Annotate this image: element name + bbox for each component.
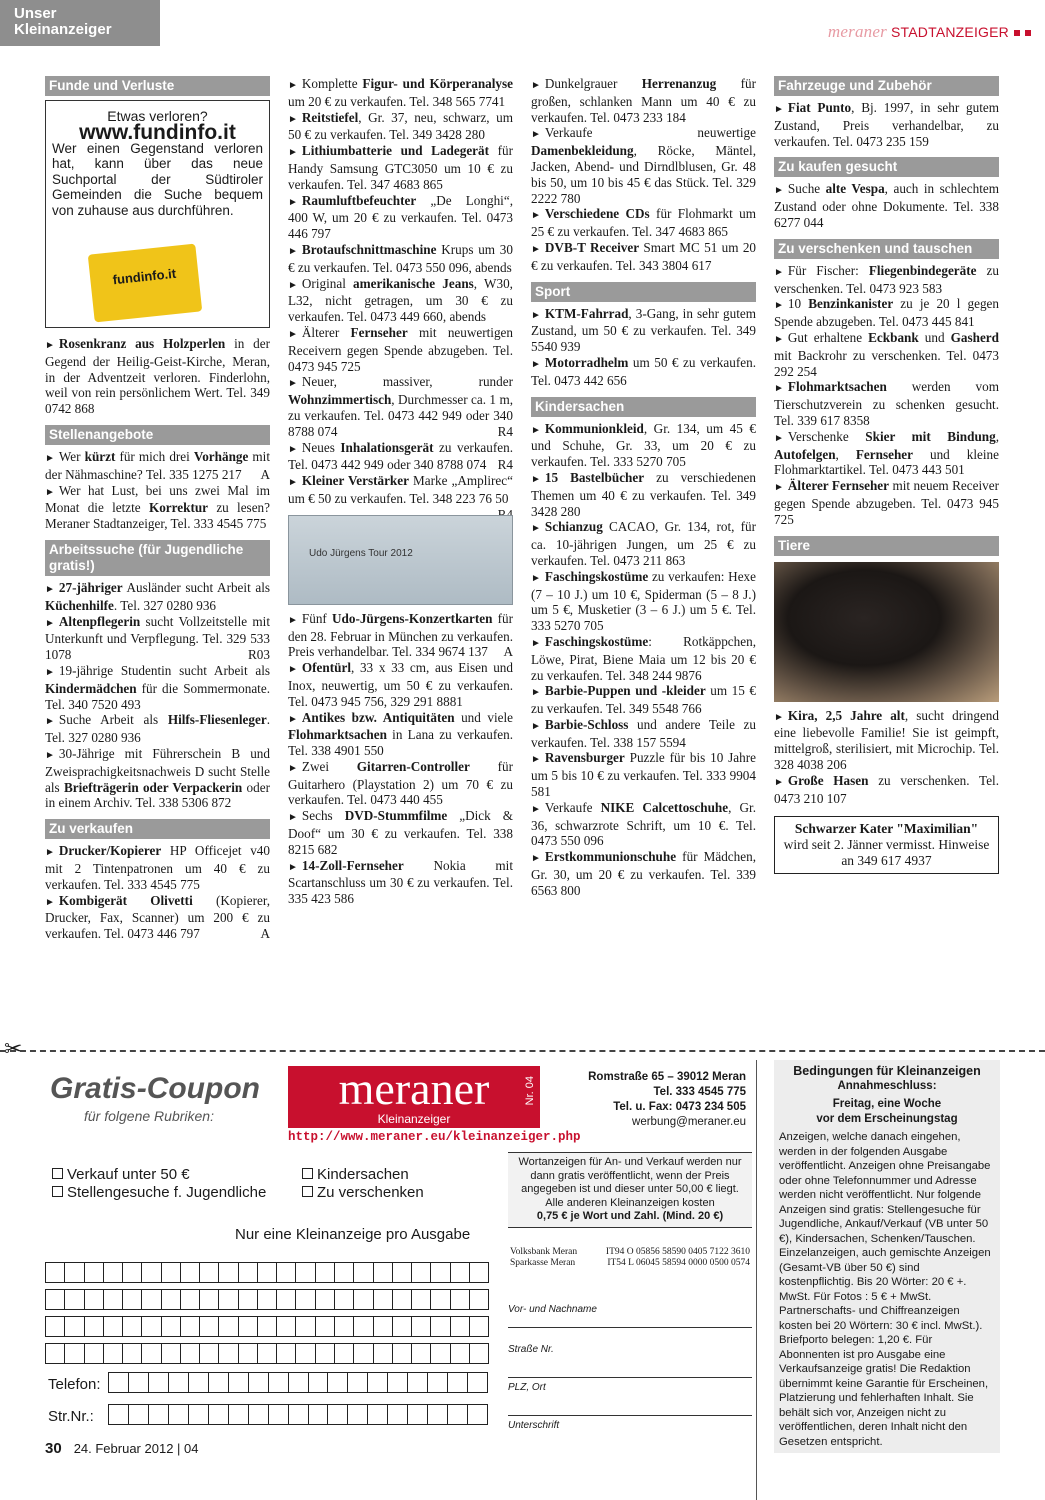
option-kindersachen[interactable]: Kindersachen	[302, 1166, 424, 1184]
list-item: ► Verschiedene CDs für Flohmarkt um 25 € zu verkaufen. Tel. 347 4683 865	[531, 206, 756, 240]
list-item: ► DVB-T Receiver Smart MC 51 um 20 € zu verkaufen. Tel. 343 3804 617	[531, 239, 757, 273]
option-verschenken[interactable]: Zu verschenken	[302, 1184, 424, 1202]
list-item: ► Kleiner Verstärker Marke „Amplirec“ um € 50 zu verkaufen. Tel. 348 223 76 50	[288, 473, 513, 506]
issue-date: 24. Februar 2012 | 04	[73, 1441, 199, 1456]
list-item: ► 19-jährige Studentin sucht Arbeit als Kindermädchen für die Sommermonate. Tel. 340 7520 493	[45, 662, 270, 712]
checkbox[interactable]	[302, 1168, 313, 1179]
telefon-label: Telefon:	[48, 1376, 101, 1393]
meraner-logo	[288, 1063, 540, 1128]
heading-sport: Sport	[531, 282, 756, 302]
one-ad-note: Nur eine Kleinanzeige pro Ausgabe	[235, 1226, 471, 1243]
cut-line	[0, 1050, 1045, 1052]
heading-verkaufen: Zu verkaufen	[45, 819, 270, 839]
section-corner-label	[0, 0, 160, 46]
heading-zu-kaufen: Zu kaufen gesucht	[774, 157, 999, 177]
list-item: ► Kombigerät Olivetti (Kopierer, Drucker, Fax, Scanner) um 200 € zu verkaufen. Tel. 0473 446 797 A	[45, 892, 270, 942]
street-field[interactable]: Straße Nr.	[508, 1344, 752, 1378]
logo-text: meraner	[338, 1063, 490, 1114]
list-item: ► Altenpflegerin sucht Vollzeitstelle mit Unterkunft und Verpflegung. Tel. 329 533 1078 R03	[45, 613, 270, 663]
column-4	[774, 76, 999, 874]
heading-verschenken: Zu verschenken und tauschen	[774, 239, 999, 259]
coupon-title: Gratis-Coupon	[50, 1072, 260, 1105]
list-item: ► Älterer Fernseher mit neuwertigen Receivern gegen Spende abzugeben. Tel. 0473 945 725	[288, 324, 514, 374]
bank-details: Volksbank Meran IT94 O 05856 58590 0405 7122 3610 Sparkasse Meran IT54 L 06045 58594 0000 0500 0574	[510, 1247, 750, 1268]
list-item: ► Ravensburger Puzzle für bis 10 Jahre um 5 bis 10 € zu verkaufen. Tel. 333 9904 581	[531, 750, 756, 800]
masthead-brand: meraner	[827, 22, 887, 41]
divider	[756, 1060, 757, 1500]
name-field[interactable]: Vor- und Nachname	[508, 1304, 752, 1328]
ad-url: www.fundinfo.it	[79, 120, 236, 144]
list-item: ► Raumluftbefeuchter „De Longhi“, 400 W, um 20 € zu verkaufen. Tel. 0473 446 797	[288, 192, 513, 242]
list-item: ► 10 Benzinkanister zu je 20 l gegen Spende abzugeben. Tel. 0473 445 841	[774, 296, 1000, 330]
list-item: ► Fiat Punto, Bj. 1997, in sehr gutem Zustand, Preis verhandelbar, zu verkaufen. Tel. 0473 235 159	[774, 100, 999, 149]
list-item: ► Verkaufe NIKE Calcettoschuhe, Gr. 36, schwarzrote Schrift, um 10 €. Tel. 0473 550 096	[531, 799, 757, 849]
list-item: ► Komplette Figur- und Körperanalyse um 20 € zu verkaufen. Tel. 348 565 7741	[288, 76, 514, 109]
list-item: ► Barbie-Schloss und andere Teile zu verkaufen. Tel. 338 157 5594	[531, 716, 756, 750]
list-item: ► Schianzug CACAO, Gr. 134, rot, für ca. 10-jährigen Jungen, um 25 € zu verkaufen. Tel. 0473 211 863	[531, 519, 756, 568]
signature-field[interactable]: Unterschrift	[508, 1420, 560, 1431]
list-item: ► Zwei Gitarren-Controller für Guitarhero (Playstation 2) um 70 € zu verkaufen. Tel. 0473 440 455	[288, 758, 513, 808]
pricing-conditions: Wortanzeigen für An- und Verkauf werden nur dann gratis veröffentlicht, wenn der Preis angegeben ist und dieser unter 50,00 € liegt. Alle anderen Kleinanzeigen kosten 0,75 € je Wort und Zahl. (Mind. 20 €)	[508, 1152, 752, 1228]
list-item: ► Barbie-Puppen und -kleider um 15 € zu verkaufen. Tel. 349 5548 766	[531, 683, 756, 717]
page-footer	[45, 1440, 198, 1457]
list-item: ► Erstkommunionschuhe für Mädchen, Gr. 30, um 20 € zu verkaufen. Tel. 339 6563 800	[531, 849, 756, 898]
list-item: ► Original amerikanische Jeans, W30, L32, nicht getragen, um 30 € zu verkaufen. Tel. 0473 449 660, abends	[288, 275, 513, 325]
fundinfo-card-image: fundinfo.it	[88, 244, 203, 323]
grid-row[interactable]	[45, 1343, 489, 1364]
grid-row[interactable]	[45, 1316, 489, 1337]
grid-row[interactable]	[45, 1262, 489, 1283]
masthead	[828, 22, 1031, 42]
list-item: ► Motorradhelm um 50 € zu verkaufen. Tel. 0473 442 656	[531, 354, 756, 388]
scissors-icon: ✂	[4, 1036, 23, 1061]
ad-line1: Etwas verloren?	[107, 108, 208, 124]
list-item: ► Faschingskostüme zu verkaufen: Hexe (7 – 10 J.) um 10 €, Spiderman (5 – 8 J.) um 5 €, Musketier (3 – 6 J.) um 5 €. Tel. 333 5270 705	[531, 568, 756, 634]
fundinfo-ad	[45, 100, 270, 328]
checkbox[interactable]	[52, 1168, 63, 1179]
heading-stellen: Stellenangebote	[45, 425, 270, 445]
list-item: ► Neues Inhalationsgerät zu verkaufen. Tel. 0473 442 949 oder 340 8788 074 R4	[288, 439, 513, 473]
list-item: ► 30-Jährige mit Führerschein B und Zweisprachigkeitsnachweis D sucht Stelle als Briefträgerin oder Verpackerin oder in einem Archiv. Tel. 338 5306 872	[45, 745, 270, 811]
list-item: ► Drucker/Kopierer HP Officejet v40 mit 2 Tintenpatronen um 40 € zu verkaufen. Tel. 333 4545 775	[45, 843, 270, 892]
heading-kindersachen: Kindersachen	[531, 397, 756, 417]
masthead-section: STADTANZEIGER	[891, 24, 1009, 40]
rules-text: Anzeigen, welche danach eingehen, werden in der folgenden Ausgabe veröffentlicht. Anzeigen ohne Preisangabe oder ohne Telefonnummer und Adresse werden nicht veröffentlicht. Nur folgende Anzeigen sind gratis: Stellengesuche für Jugendliche, Ankauf/Verkauf (VB unter 50 €), Kindersachen, Schenken/Tauschen. Einzelanzeigen, auch gemischte Anzeigen (Gesamt-VB über 50 €) sind kostenpflichtig. Bis 20 Wörter: 20 € +. MwSt. Für Fotos : 5 € + MwSt. Partnerschafts- und Chiffreanzeigen kosten bei 20 Wörtern: 30 € incl. MwSt.). Briefporto belegen: 1,20 €. Für Abonnenten ist pro Ausgabe eine Verkaufsanzeige gratis! Die Redaktion übernimmt keine Garantie für Erscheinen, Platzierung und fehlerhaften Inhalt. Sie behält sich vor, Anzeigen nicht zu veröffentlichen, deren Inhalt nicht den Gesetzen entspricht.	[779, 1131, 991, 1448]
page-number: 30	[45, 1440, 62, 1457]
corner-line1: Unser	[14, 5, 57, 22]
square-icon	[1014, 30, 1020, 36]
checkbox[interactable]	[302, 1186, 313, 1197]
logo-issue: Nr. 04	[524, 1076, 536, 1106]
list-item: ► Rosenkranz aus Holzperlen in der Gegend der Heilig-Geist-Kirche, Meran, in der Adventzeit verloren. Finderlohn, weil von rein persönlichem Wert. Tel. 349 0742 868	[45, 336, 270, 417]
column-2	[288, 76, 513, 907]
coupon-options-left	[52, 1166, 266, 1202]
checkbox[interactable]	[52, 1186, 63, 1197]
list-item: ► Verschenke Skier mit Bindung, Autofelgen, Fernseher und kleine Flohmarktartikel. Tel. 0473 443 501	[774, 428, 999, 478]
option-verkauf[interactable]: Verkauf unter 50 €	[52, 1166, 266, 1184]
telefon-field[interactable]	[108, 1372, 488, 1393]
list-item: ► Dunkelgrauer Herrenanzug für großen, schlanken Mann um 40 € zu verkaufen. Tel. 0473 233 184	[531, 76, 756, 125]
list-item: ► Große Hasen zu verschenken. Tel. 0473 210 107	[774, 772, 1000, 806]
list-item: ► Gut erhaltene Eckbank und Gasherd mit Backrohr zu verschenken. Tel. 0473 292 254	[774, 329, 999, 379]
missing-cat-notice: Schwarzer Kater "Maximilian" wird seit 2. Jänner vermisst. Hinweise an 349 617 4937	[774, 816, 999, 874]
contact-address: Romstraße 65 – 39012 Meran Tel. 333 4545 775 Tel. u. Fax: 0473 234 505 werbung@meraner.eu	[588, 1071, 746, 1128]
coupon-subtitle: für folgene Rubriken:	[84, 1108, 214, 1124]
heading-tiere: Tiere	[774, 536, 999, 556]
list-item: ► Sechs DVD-Stummfilme „Dick & Doof“ um 30 € zu verkaufen. Tel. 338 8215 682	[288, 808, 513, 857]
coupon-options-right	[302, 1166, 424, 1202]
list-item: ► Brotaufschnittmaschine Krups um 30 € zu verkaufen. Tel. 0473 550 096, abends	[288, 241, 513, 275]
list-item: ► Faschingskostüme: Rotkäppchen, Löwe, Pirat, Biene Maia um 12 bis 20 € zu verkaufen. Tel. 348 244 9876	[531, 633, 756, 683]
heading-fahrzeuge: Fahrzeuge und Zubehör	[774, 76, 999, 96]
list-item: ► KTM-Fahrrad, 3-Gang, in sehr gutem Zustand, um 50 € zu verkaufen. Tel. 349 5540 939	[531, 305, 756, 355]
list-item: ► Für Fischer: Fliegenbindegeräte zu verschenken. Tel. 0473 923 583	[774, 262, 999, 296]
logo-subtext: Kleinanzeiger	[377, 1112, 451, 1126]
list-item: ► Suche Arbeit als Hilfs-Fliesenleger. Tel. 327 0280 936	[45, 712, 270, 746]
list-item: ► Wer hat Lust, bei uns zwei Mal im Monat die letzte Korrektur zu lesen? Meraner Stadtanzeiger, Tel. 333 4545 775	[45, 482, 270, 532]
column-1	[45, 76, 270, 942]
list-item: ► Kommunionkleid, Gr. 134, um 45 € und Schuhe, Gr. 33, um 20 € zu verkaufen. Tel. 333 5270 705	[531, 420, 756, 470]
ad-text: Wer einen Gegenstand verloren hat, kann über das neue Suchportal der Südtiroler Gemeinden die Suche bequem von zuhause aus durchführen.	[52, 140, 263, 218]
concert-ticket-image: Udo Jürgens Tour 2012	[288, 515, 513, 605]
corner-line2: Kleinanzeiger	[14, 21, 112, 38]
list-item: ► Wer kürzt für mich drei Vorhänge mit der Nähmaschine? Tel. 335 1275 217 A	[45, 448, 271, 482]
heading-arbeitssuche: Arbeitssuche (für Jugendliche gratis!)	[45, 540, 270, 576]
grid-row[interactable]	[45, 1289, 489, 1310]
square-icon	[1025, 30, 1031, 36]
heading-funde: Funde und Verluste	[45, 76, 270, 96]
list-item: ► Neuer, massiver, runder Wohnzimmertisch, Durchmesser ca. 1 m, zu verkaufen. Tel. 0473 442 949 oder 340 8788 074 R4	[288, 374, 513, 439]
list-item: ► Kira, 2,5 Jahre alt, sucht dringend eine liebevolle Familie! Sie ist geimpft, mittelgroß, sterilisiert, mit Microchip. Tel. 328 4038 206	[774, 707, 999, 772]
coupon-url[interactable]: http://www.meraner.eu/kleinanzeiger.php	[288, 1130, 581, 1144]
list-item: ► 27-jähriger Ausländer sucht Arbeit als Küchenhilfe. Tel. 327 0280 936	[45, 579, 270, 613]
option-stellengesuche[interactable]: Stellengesuche f. Jugendliche	[52, 1184, 266, 1202]
list-item: ► Fünf Udo-Jürgens-Konzertkarten für den 28. Februar in München zu verkaufen. Preis verhandelbar. Tel. 334 9674 137 A	[288, 610, 513, 660]
list-item: ► Suche alte Vespa, auch in schlechtem Zustand oder ohne Dokumente. Tel. 338 6277 044	[774, 181, 999, 230]
list-item: ► Flohmarktsachen werden vom Tierschutzverein zu schenken gesucht. Tel. 339 617 8358	[774, 379, 999, 428]
column-3	[531, 76, 756, 899]
list-item: ► Antikes bzw. Antiquitäten und viele Flohmarktsachen in Lana zu verkaufen. Tel. 338 4901 550	[288, 709, 513, 759]
rules-title: Bedingungen für Kleinanzeigen	[793, 1064, 981, 1078]
ad-text-grid[interactable]	[45, 1262, 489, 1370]
list-item: ► Verkaufe neuwertige Damenbekleidung, Röcke, Mäntel, Jacken, Abend- und Dirndlblusen, Gr. 48 bis 50, um 10 bis 45 € das Stück. Tel. 329 2222 780	[531, 125, 756, 206]
plz-field[interactable]: PLZ, Ort	[508, 1382, 752, 1416]
list-item: ► Älterer Fernseher mit neuem Receiver gegen Spende abzugeben. Tel. 0473 945 725	[774, 478, 999, 527]
dog-photo	[774, 562, 999, 702]
strnr-label: Str.Nr.:	[48, 1408, 94, 1425]
list-item: ► Reitstiefel, Gr. 37, neu, schwarz, um 50 € zu verkaufen. Tel. 349 3428 280	[288, 109, 513, 143]
list-item: ► 15 Bastelbücher zu verschiedenen Themen um 40 € zu verkaufen. Tel. 349 3428 280	[531, 469, 756, 519]
strnr-field[interactable]	[108, 1404, 488, 1425]
ad-conditions-box: Bedingungen für Kleinanzeigen Annahmeschluss: Freitag, eine Woche vor dem Erscheinungstag Anzeigen, welche danach eingehen, werden in der folgenden Ausgabe veröffentlicht. Anzeigen ohne Preisangabe oder ohne Telefonnummer und Adresse werden nicht veröffentlicht. Nur folgende Anzeigen sind gratis: Stellengesuche für Jugendliche, Ankauf/Verkauf (VB unter 50 €), Kindersachen, Schenken/Tauschen. Einzelanzeigen, auch gemischte Anzeigen (Gesamt-VB über 50 €) sind kostenpflichtig. Bis 20 Wörter: 20 € +. MwSt. Für Fotos : 5 € + MwSt. Partnerschafts- und Chiffreanzeigen kosten bei 20 Wörtern: 30 € incl. MwSt.). Briefporto belegen: 1,20 €. Für Abonnenten ist pro Ausgabe eine Verkaufsanzeige gratis! Die Redaktion übernimmt keine Garantie für Erscheinen, Platzierung und fehlerhaften Inhalt. Sie behält sich vor, Anzeigen nicht zu veröffentlichen, deren Inhalt nicht den Gesetzen entspricht.	[774, 1060, 1000, 1453]
list-item: ► Ofentürl, 33 x 33 cm, aus Eisen und Inox, neuwertig, um 50 € zu verkaufen. Tel. 0473 945 756, 329 291 8881	[288, 660, 513, 709]
list-item: ► 14-Zoll-Fernseher Nokia mit Scartanschluss um 30 € zu verkaufen. Tel. 335 423 586	[288, 857, 513, 907]
list-item: ► Lithiumbatterie und Ladegerät für Handy Samsung GTC3050 um 10 € zu verkaufen. Tel. 347 4683 865	[288, 143, 513, 192]
